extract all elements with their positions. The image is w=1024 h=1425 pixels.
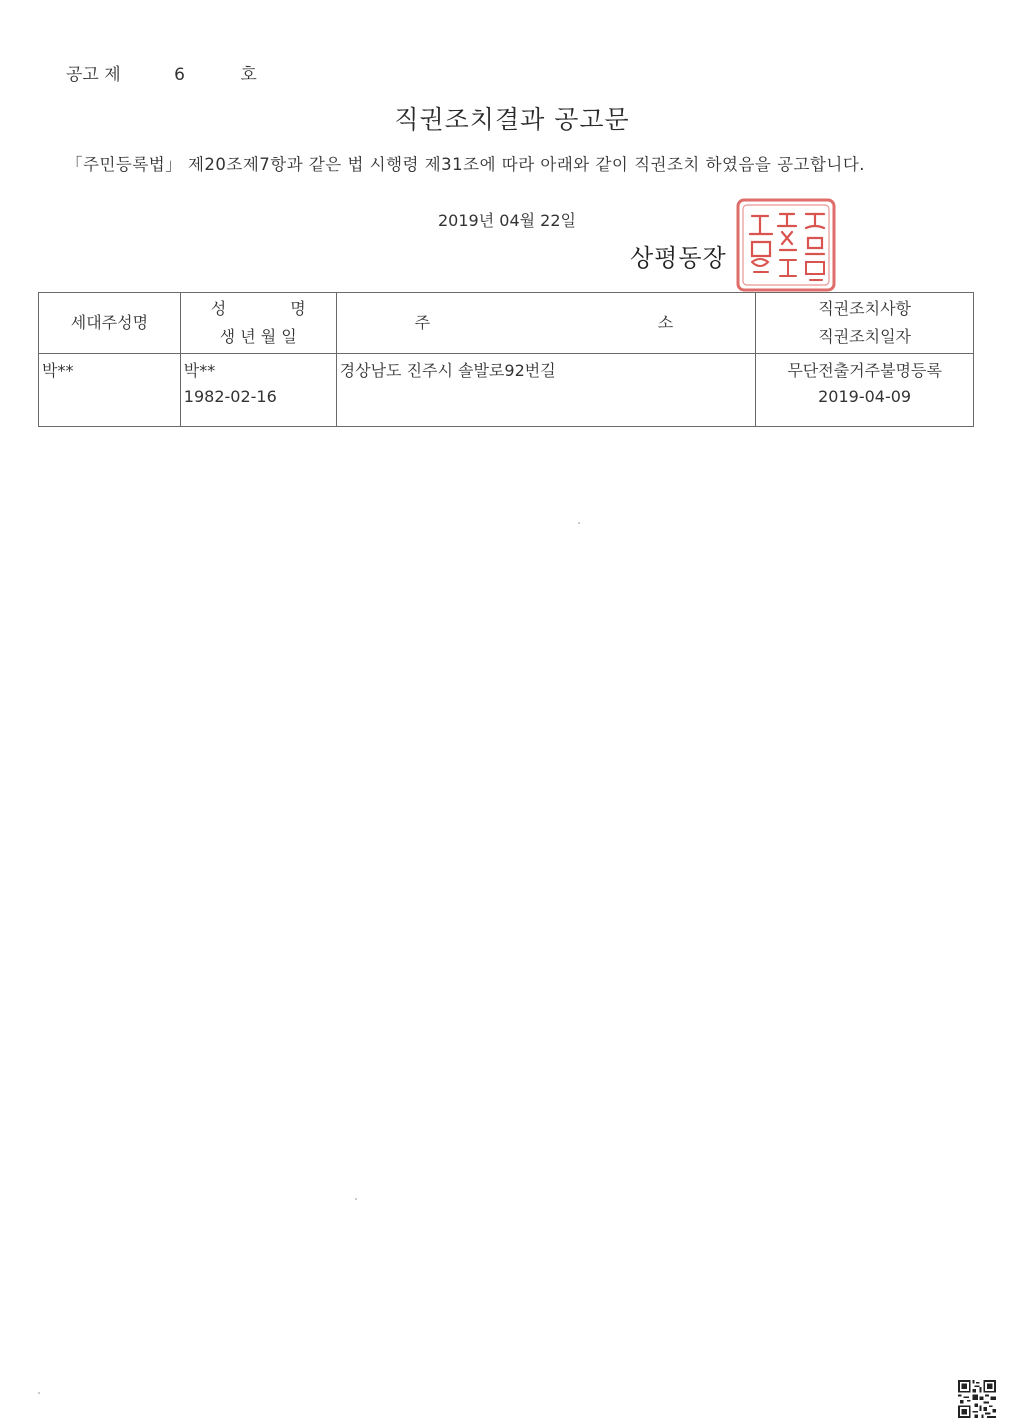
action-header (756, 293, 974, 354)
scan-speck (355, 1198, 357, 1200)
name-value: 박** (183, 361, 216, 380)
notice-suffix: 호 (240, 65, 257, 85)
birth-value: 1982-02-16 (183, 387, 277, 406)
action-date-header-label: 직권조치일자 (818, 327, 911, 346)
notice-number-line (66, 60, 257, 85)
notice-label: 공고 제 (66, 65, 121, 85)
address-header-char1: 주 (414, 313, 431, 332)
document-title: 직권조치결과 공고문 (394, 105, 630, 134)
action-result-table (38, 292, 974, 427)
official-seal-stamp-icon (732, 192, 840, 296)
table-header-row (39, 293, 974, 354)
action-cell (756, 354, 974, 427)
scan-speck (38, 1392, 40, 1394)
name-header-char1: 성 (210, 299, 227, 318)
name-birth-cell (180, 354, 336, 427)
qr-code-icon (958, 1380, 996, 1418)
action-date-value: 2019-04-09 (818, 387, 912, 406)
householder-cell: 박** (39, 354, 181, 427)
notice-date: 2019년 04월 22일 (438, 211, 576, 230)
name-header-char2: 명 (290, 299, 306, 318)
address-header (336, 293, 756, 354)
scan-speck (578, 522, 580, 524)
name-birth-header (180, 293, 336, 354)
address-cell: 경상남도 진주시 솔발로92번길 (336, 354, 756, 427)
action-value: 무단전출거주불명등록 (787, 361, 942, 380)
birth-header: 생 년 월 일 (219, 327, 297, 346)
table-row (39, 354, 974, 427)
address-header-char2: 소 (657, 313, 674, 332)
householder-header: 세대주성명 (39, 293, 181, 354)
action-header-label: 직권조치사항 (818, 299, 911, 318)
notice-body-text: 「주민등록법」 제20조제7항과 같은 법 시행령 제31조에 따라 아래와 같이 직권조치 하였음을 공고합니다. (66, 155, 866, 174)
signer-name: 상평동장 (630, 244, 727, 272)
notice-number: 6 (174, 65, 185, 85)
